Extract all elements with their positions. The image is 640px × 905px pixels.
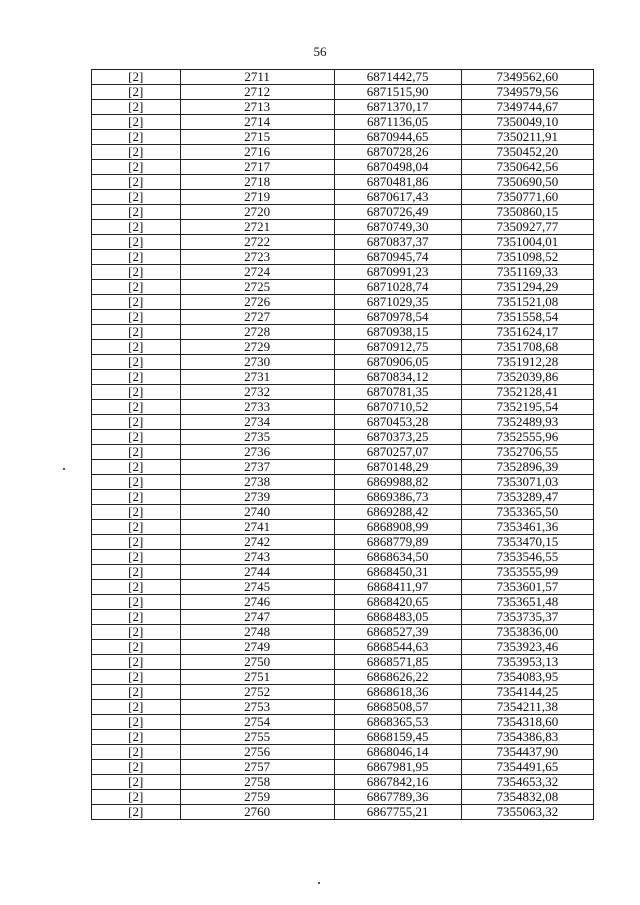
x-coordinate-cell: 6870834,12 <box>334 370 461 385</box>
ref-cell: [2] <box>92 400 181 415</box>
ref-cell: [2] <box>92 160 181 175</box>
x-coordinate-cell: 6870944,65 <box>334 130 461 145</box>
scan-speck <box>63 468 65 470</box>
point-number-cell: 2740 <box>180 505 334 520</box>
point-number-cell: 2716 <box>180 145 334 160</box>
ref-cell: [2] <box>92 640 181 655</box>
y-coordinate-cell: 7352195,54 <box>461 400 593 415</box>
x-coordinate-cell: 6868159,45 <box>334 730 461 745</box>
x-coordinate-cell: 6870617,43 <box>334 190 461 205</box>
table-row <box>92 670 594 685</box>
ref-cell: [2] <box>92 790 181 805</box>
point-number-cell: 2752 <box>180 685 334 700</box>
y-coordinate-cell: 7350211,91 <box>461 130 593 145</box>
point-number-cell: 2723 <box>180 250 334 265</box>
ref-cell: [2] <box>92 490 181 505</box>
point-number-cell: 2738 <box>180 475 334 490</box>
y-coordinate-cell: 7353546,55 <box>461 550 593 565</box>
point-number-cell: 2734 <box>180 415 334 430</box>
ref-cell: [2] <box>92 475 181 490</box>
ref-cell: [2] <box>92 520 181 535</box>
y-coordinate-cell: 7352706,55 <box>461 445 593 460</box>
y-coordinate-cell: 7353470,15 <box>461 535 593 550</box>
x-coordinate-cell: 6870978,54 <box>334 310 461 325</box>
point-number-cell: 2748 <box>180 625 334 640</box>
table-row <box>92 370 594 385</box>
ref-cell: [2] <box>92 610 181 625</box>
y-coordinate-cell: 7349579,56 <box>461 85 593 100</box>
ref-cell: [2] <box>92 580 181 595</box>
point-number-cell: 2747 <box>180 610 334 625</box>
table-row <box>92 310 594 325</box>
y-coordinate-cell: 7350771,60 <box>461 190 593 205</box>
ref-cell: [2] <box>92 595 181 610</box>
y-coordinate-cell: 7352489,93 <box>461 415 593 430</box>
y-coordinate-cell: 7352555,96 <box>461 430 593 445</box>
point-number-cell: 2755 <box>180 730 334 745</box>
ref-cell: [2] <box>92 445 181 460</box>
table-row <box>92 145 594 160</box>
y-coordinate-cell: 7354437,90 <box>461 745 593 760</box>
ref-cell: [2] <box>92 685 181 700</box>
point-number-cell: 2715 <box>180 130 334 145</box>
ref-cell: [2] <box>92 325 181 340</box>
point-number-cell: 2721 <box>180 220 334 235</box>
point-number-cell: 2725 <box>180 280 334 295</box>
point-number-cell: 2741 <box>180 520 334 535</box>
ref-cell: [2] <box>92 250 181 265</box>
x-coordinate-cell: 6868779,89 <box>334 535 461 550</box>
point-number-cell: 2758 <box>180 775 334 790</box>
table-row <box>92 280 594 295</box>
y-coordinate-cell: 7349744,67 <box>461 100 593 115</box>
ref-cell: [2] <box>92 280 181 295</box>
table-row <box>92 550 594 565</box>
point-number-cell: 2712 <box>180 85 334 100</box>
point-number-cell: 2726 <box>180 295 334 310</box>
x-coordinate-cell: 6869386,73 <box>334 490 461 505</box>
coordinates-table-body <box>92 70 594 820</box>
y-coordinate-cell: 7353289,47 <box>461 490 593 505</box>
table-row <box>92 445 594 460</box>
table-row <box>92 175 594 190</box>
point-number-cell: 2736 <box>180 445 334 460</box>
x-coordinate-cell: 6870726,49 <box>334 205 461 220</box>
x-coordinate-cell: 6868046,14 <box>334 745 461 760</box>
y-coordinate-cell: 7353735,37 <box>461 610 593 625</box>
ref-cell: [2] <box>92 670 181 685</box>
x-coordinate-cell: 6868571,85 <box>334 655 461 670</box>
point-number-cell: 2760 <box>180 805 334 820</box>
y-coordinate-cell: 7350690,50 <box>461 175 593 190</box>
ref-cell: [2] <box>92 535 181 550</box>
table-row <box>92 220 594 235</box>
table-row <box>92 250 594 265</box>
x-coordinate-cell: 6870912,75 <box>334 340 461 355</box>
y-coordinate-cell: 7354832,08 <box>461 790 593 805</box>
x-coordinate-cell: 6868634,50 <box>334 550 461 565</box>
ref-cell: [2] <box>92 340 181 355</box>
x-coordinate-cell: 6870373,25 <box>334 430 461 445</box>
point-number-cell: 2759 <box>180 790 334 805</box>
point-number-cell: 2750 <box>180 655 334 670</box>
y-coordinate-cell: 7351294,29 <box>461 280 593 295</box>
table-row <box>92 580 594 595</box>
y-coordinate-cell: 7352128,41 <box>461 385 593 400</box>
y-coordinate-cell: 7351169,33 <box>461 265 593 280</box>
table-row <box>92 160 594 175</box>
point-number-cell: 2749 <box>180 640 334 655</box>
ref-cell: [2] <box>92 70 181 85</box>
ref-cell: [2] <box>92 295 181 310</box>
table-row <box>92 100 594 115</box>
table-row <box>92 115 594 130</box>
table-row <box>92 700 594 715</box>
y-coordinate-cell: 7353365,50 <box>461 505 593 520</box>
ref-cell: [2] <box>92 805 181 820</box>
page-number: 56 <box>313 44 327 59</box>
point-number-cell: 2720 <box>180 205 334 220</box>
point-number-cell: 2739 <box>180 490 334 505</box>
y-coordinate-cell: 7353601,57 <box>461 580 593 595</box>
y-coordinate-cell: 7351624,17 <box>461 325 593 340</box>
x-coordinate-cell: 6870148,29 <box>334 460 461 475</box>
ref-cell: [2] <box>92 655 181 670</box>
point-number-cell: 2730 <box>180 355 334 370</box>
y-coordinate-cell: 7350927,77 <box>461 220 593 235</box>
point-number-cell: 2722 <box>180 235 334 250</box>
ref-cell: [2] <box>92 415 181 430</box>
point-number-cell: 2743 <box>180 550 334 565</box>
table-row <box>92 340 594 355</box>
x-coordinate-cell: 6870257,07 <box>334 445 461 460</box>
table-row <box>92 430 594 445</box>
table-row <box>92 70 594 85</box>
ref-cell: [2] <box>92 235 181 250</box>
y-coordinate-cell: 7353836,00 <box>461 625 593 640</box>
x-coordinate-cell: 6870837,37 <box>334 235 461 250</box>
x-coordinate-cell: 6870938,15 <box>334 325 461 340</box>
point-number-cell: 2745 <box>180 580 334 595</box>
table-row <box>92 130 594 145</box>
table-row <box>92 400 594 415</box>
ref-cell: [2] <box>92 265 181 280</box>
ref-cell: [2] <box>92 625 181 640</box>
x-coordinate-cell: 6868618,36 <box>334 685 461 700</box>
y-coordinate-cell: 7354144,25 <box>461 685 593 700</box>
y-coordinate-cell: 7352896,39 <box>461 460 593 475</box>
ref-cell: [2] <box>92 190 181 205</box>
table-row <box>92 355 594 370</box>
ref-cell: [2] <box>92 430 181 445</box>
table-row <box>92 85 594 100</box>
x-coordinate-cell: 6870906,05 <box>334 355 461 370</box>
x-coordinate-cell: 6868908,99 <box>334 520 461 535</box>
point-number-cell: 2728 <box>180 325 334 340</box>
x-coordinate-cell: 6871028,74 <box>334 280 461 295</box>
table-row <box>92 625 594 640</box>
ref-cell: [2] <box>92 130 181 145</box>
ref-cell: [2] <box>92 100 181 115</box>
point-number-cell: 2711 <box>180 70 334 85</box>
x-coordinate-cell: 6870453,28 <box>334 415 461 430</box>
ref-cell: [2] <box>92 550 181 565</box>
point-number-cell: 2744 <box>180 565 334 580</box>
point-number-cell: 2756 <box>180 745 334 760</box>
table-row <box>92 730 594 745</box>
y-coordinate-cell: 7353953,13 <box>461 655 593 670</box>
point-number-cell: 2746 <box>180 595 334 610</box>
table-row <box>92 265 594 280</box>
table-row <box>92 805 594 820</box>
table-row <box>92 205 594 220</box>
table-row <box>92 610 594 625</box>
table-row <box>92 775 594 790</box>
y-coordinate-cell: 7352039,86 <box>461 370 593 385</box>
table-row <box>92 415 594 430</box>
x-coordinate-cell: 6870498,04 <box>334 160 461 175</box>
point-number-cell: 2713 <box>180 100 334 115</box>
ref-cell: [2] <box>92 460 181 475</box>
table-row <box>92 325 594 340</box>
y-coordinate-cell: 7350049,10 <box>461 115 593 130</box>
x-coordinate-cell: 6871515,90 <box>334 85 461 100</box>
y-coordinate-cell: 7353461,36 <box>461 520 593 535</box>
x-coordinate-cell: 6870781,35 <box>334 385 461 400</box>
y-coordinate-cell: 7351558,54 <box>461 310 593 325</box>
ref-cell: [2] <box>92 700 181 715</box>
point-number-cell: 2727 <box>180 310 334 325</box>
y-coordinate-cell: 7355063,32 <box>461 805 593 820</box>
x-coordinate-cell: 6871029,35 <box>334 295 461 310</box>
table-row <box>92 595 594 610</box>
y-coordinate-cell: 7354211,38 <box>461 700 593 715</box>
ref-cell: [2] <box>92 115 181 130</box>
y-coordinate-cell: 7354653,32 <box>461 775 593 790</box>
x-coordinate-cell: 6868450,31 <box>334 565 461 580</box>
x-coordinate-cell: 6868420,65 <box>334 595 461 610</box>
x-coordinate-cell: 6870991,23 <box>334 265 461 280</box>
ref-cell: [2] <box>92 205 181 220</box>
point-number-cell: 2717 <box>180 160 334 175</box>
table-row <box>92 475 594 490</box>
ref-cell: [2] <box>92 730 181 745</box>
x-coordinate-cell: 6867789,36 <box>334 790 461 805</box>
y-coordinate-cell: 7353923,46 <box>461 640 593 655</box>
y-coordinate-cell: 7351521,08 <box>461 295 593 310</box>
table-row <box>92 715 594 730</box>
x-coordinate-cell: 6867981,95 <box>334 760 461 775</box>
coordinates-table <box>91 69 594 820</box>
ref-cell: [2] <box>92 775 181 790</box>
ref-cell: [2] <box>92 385 181 400</box>
x-coordinate-cell: 6870710,52 <box>334 400 461 415</box>
ref-cell: [2] <box>92 715 181 730</box>
table-row <box>92 685 594 700</box>
x-coordinate-cell: 6867842,16 <box>334 775 461 790</box>
ref-cell: [2] <box>92 745 181 760</box>
x-coordinate-cell: 6871370,17 <box>334 100 461 115</box>
x-coordinate-cell: 6867755,21 <box>334 805 461 820</box>
point-number-cell: 2724 <box>180 265 334 280</box>
y-coordinate-cell: 7351912,28 <box>461 355 593 370</box>
point-number-cell: 2732 <box>180 385 334 400</box>
table-row <box>92 460 594 475</box>
point-number-cell: 2729 <box>180 340 334 355</box>
table-row <box>92 760 594 775</box>
point-number-cell: 2742 <box>180 535 334 550</box>
point-number-cell: 2731 <box>180 370 334 385</box>
x-coordinate-cell: 6868411,97 <box>334 580 461 595</box>
y-coordinate-cell: 7354491,65 <box>461 760 593 775</box>
point-number-cell: 2735 <box>180 430 334 445</box>
table-row <box>92 190 594 205</box>
point-number-cell: 2714 <box>180 115 334 130</box>
x-coordinate-cell: 6870749,30 <box>334 220 461 235</box>
x-coordinate-cell: 6871442,75 <box>334 70 461 85</box>
y-coordinate-cell: 7353555,99 <box>461 565 593 580</box>
table-row <box>92 490 594 505</box>
y-coordinate-cell: 7351098,52 <box>461 250 593 265</box>
x-coordinate-cell: 6870728,26 <box>334 145 461 160</box>
ref-cell: [2] <box>92 220 181 235</box>
point-number-cell: 2751 <box>180 670 334 685</box>
x-coordinate-cell: 6871136,05 <box>334 115 461 130</box>
table-row <box>92 505 594 520</box>
y-coordinate-cell: 7350452,20 <box>461 145 593 160</box>
table-row <box>92 520 594 535</box>
x-coordinate-cell: 6868483,05 <box>334 610 461 625</box>
ref-cell: [2] <box>92 505 181 520</box>
scan-speck <box>318 882 320 884</box>
point-number-cell: 2733 <box>180 400 334 415</box>
x-coordinate-cell: 6868508,57 <box>334 700 461 715</box>
x-coordinate-cell: 6868626,22 <box>334 670 461 685</box>
x-coordinate-cell: 6870945,74 <box>334 250 461 265</box>
x-coordinate-cell: 6869288,42 <box>334 505 461 520</box>
ref-cell: [2] <box>92 310 181 325</box>
table-row <box>92 790 594 805</box>
y-coordinate-cell: 7351708,68 <box>461 340 593 355</box>
table-row <box>92 565 594 580</box>
point-number-cell: 2753 <box>180 700 334 715</box>
table-row <box>92 640 594 655</box>
ref-cell: [2] <box>92 565 181 580</box>
y-coordinate-cell: 7353071,03 <box>461 475 593 490</box>
x-coordinate-cell: 6868365,53 <box>334 715 461 730</box>
y-coordinate-cell: 7350642,56 <box>461 160 593 175</box>
y-coordinate-cell: 7350860,15 <box>461 205 593 220</box>
ref-cell: [2] <box>92 760 181 775</box>
y-coordinate-cell: 7354083,95 <box>461 670 593 685</box>
ref-cell: [2] <box>92 145 181 160</box>
y-coordinate-cell: 7349562,60 <box>461 70 593 85</box>
y-coordinate-cell: 7353651,48 <box>461 595 593 610</box>
y-coordinate-cell: 7354386,83 <box>461 730 593 745</box>
table-row <box>92 235 594 250</box>
table-row <box>92 655 594 670</box>
point-number-cell: 2757 <box>180 760 334 775</box>
table-row <box>92 385 594 400</box>
y-coordinate-cell: 7354318,60 <box>461 715 593 730</box>
point-number-cell: 2718 <box>180 175 334 190</box>
point-number-cell: 2719 <box>180 190 334 205</box>
x-coordinate-cell: 6869988,82 <box>334 475 461 490</box>
point-number-cell: 2737 <box>180 460 334 475</box>
table-row <box>92 535 594 550</box>
point-number-cell: 2754 <box>180 715 334 730</box>
ref-cell: [2] <box>92 85 181 100</box>
y-coordinate-cell: 7351004,01 <box>461 235 593 250</box>
x-coordinate-cell: 6870481,86 <box>334 175 461 190</box>
table-row <box>92 295 594 310</box>
ref-cell: [2] <box>92 355 181 370</box>
ref-cell: [2] <box>92 370 181 385</box>
ref-cell: [2] <box>92 175 181 190</box>
table-row <box>92 745 594 760</box>
x-coordinate-cell: 6868527,39 <box>334 625 461 640</box>
x-coordinate-cell: 6868544,63 <box>334 640 461 655</box>
